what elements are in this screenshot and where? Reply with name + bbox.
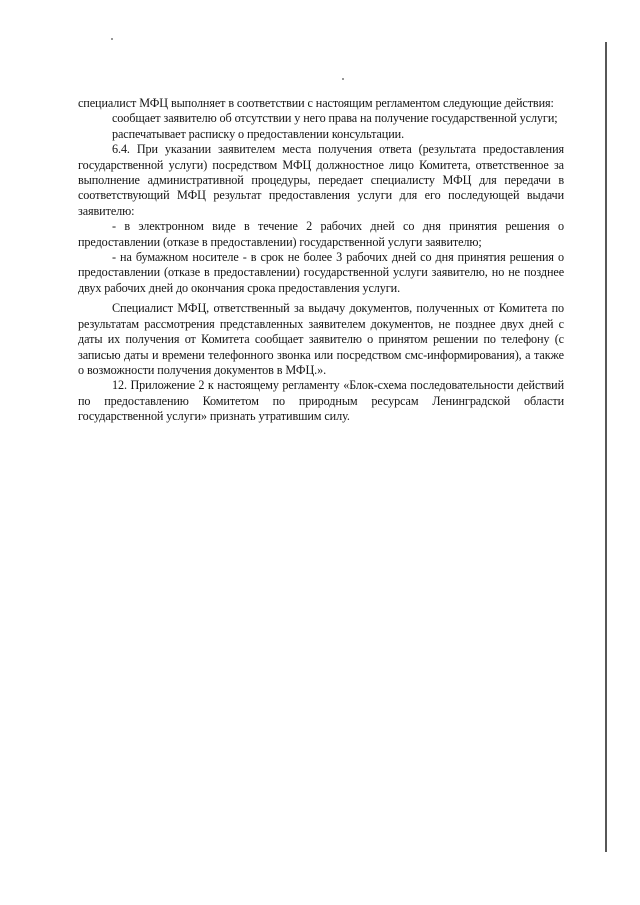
scan-speck [342,78,344,80]
paragraph-print-receipt: распечатывает расписку о предоставлении консультации. [112,126,405,141]
paragraph-mfc-specialist: Специалист МФЦ, ответственный за выдачу документов, полученных от Комитета по результатам рассмотрения представленных заявителем документов, не позднее двух дней с даты их получения от Комитета сообщает заявителю о принятом решении по телефону (с записью даты и времени телефонного звонка или посредством смс-информирования), а также о возможности получения документов в МФЦ.». [78,301,564,377]
paragraph-mfc-actions: специалист МФЦ выполняет в соответствии с настоящим регламентом следующие действия: [78,96,554,110]
document-body [78,96,564,425]
paragraph-6-4: 6.4. При указании заявителем места получения ответа (результата предоставления государственной услуги) посредством МФЦ должностное лицо Комитета, ответственное за выполнение административной процедуры, передает специалисту МФЦ для передачи в соответствующий МФЦ результат предоставления услуги для его последующей выдачи заявителю: [78,142,564,218]
paragraph-paper-form: - на бумажном носителе - в срок не более 3 рабочих дней со дня принятия решения о предоставлении (отказе в предоставлении) государственной услуги заявителю, но не позднее двух рабочих дней до окончания срока предоставления услуги. [78,250,564,295]
paragraph-12: 12. Приложение 2 к настоящему регламенту «Блок-схема последовательности действий по предоставлению Комитетом по природным ресурсам Ленинградской области государственной услуги» признать утратившим силу. [78,378,564,424]
scan-edge-line [605,42,607,852]
scan-speck [111,38,113,40]
paragraph-electronic-form: - в электронном виде в течение 2 рабочих дней со дня принятия решения о предоставлении (отказе в предоставлении) государственной услуги заявителю; [78,219,564,249]
paragraph-report-no-right: сообщает заявителю об отсутствии у него права на получение государственной услуги; [112,111,558,126]
